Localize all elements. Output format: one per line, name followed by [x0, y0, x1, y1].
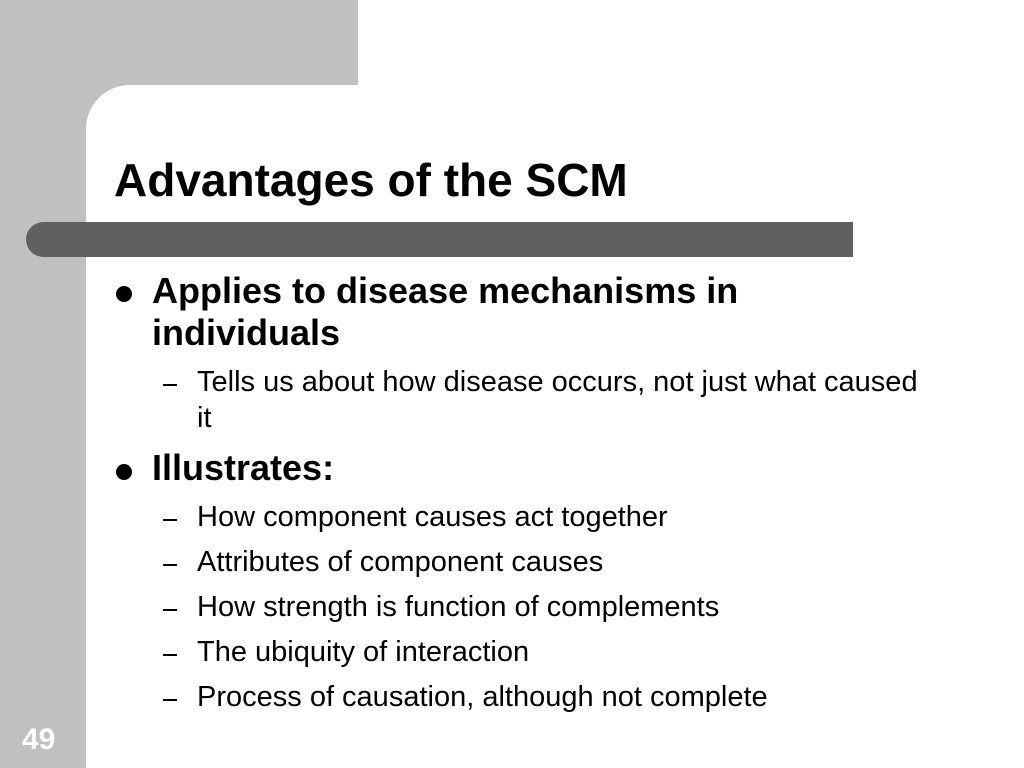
- page-number: 49: [22, 723, 56, 756]
- sub-bullet-item: How strength is function of complements: [197, 591, 720, 623]
- sub-bullet-dash: [163, 654, 177, 656]
- sub-bullet-item: Tells us about how disease occurs, not just what caused it: [197, 366, 918, 434]
- bullet-dot: [116, 286, 132, 302]
- bullet-item: Applies to disease mechanisms in individuals: [152, 270, 739, 353]
- sub-bullet-dash: [163, 519, 177, 521]
- sub-bullet-item: How component causes act together: [197, 501, 668, 533]
- sub-bullet-item: Attributes of component causes: [197, 546, 604, 578]
- sub-bullet-item: The ubiquity of interaction: [197, 636, 530, 668]
- sub-bullet-dash: [163, 564, 177, 566]
- bullet-dot: [116, 464, 132, 480]
- sub-bullet-item: Process of causation, although not complete: [197, 681, 768, 713]
- sub-bullet-dash: [163, 609, 177, 611]
- sub-bullet-dash: [163, 699, 177, 701]
- bullet-item: Illustrates:: [152, 447, 335, 488]
- slide-title: Advantages of the SCM: [114, 154, 628, 206]
- sub-bullet-dash: [163, 384, 177, 386]
